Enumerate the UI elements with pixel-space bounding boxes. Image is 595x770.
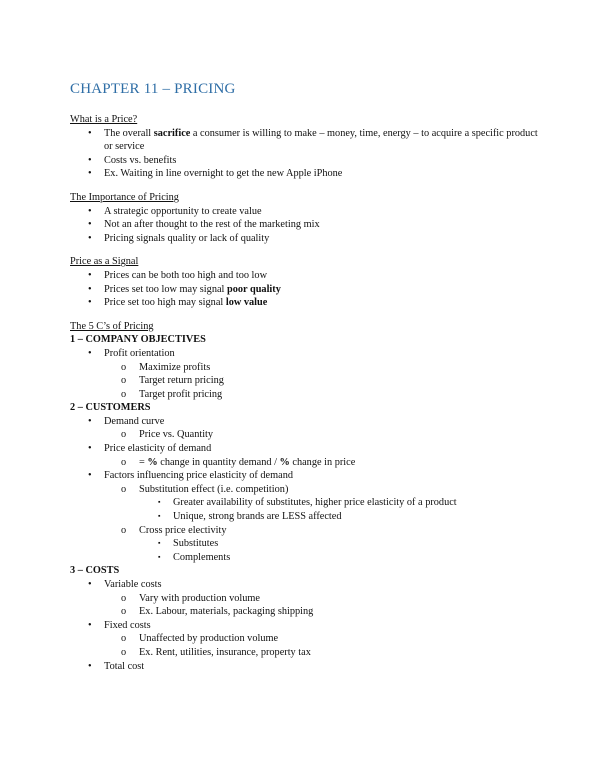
chapter-title: CHAPTER 11 – PRICING — [70, 81, 236, 97]
sub-list-item: o Target return pricing — [121, 375, 224, 387]
list-item: • Prices set too low may signal poor quality — [88, 283, 281, 295]
section-heading-price-as-signal: Price as a Signal — [70, 256, 139, 268]
circle-marker: o — [121, 483, 127, 495]
bullet-marker: • — [88, 443, 92, 455]
sub-list-item: o Unaffected by production volume — [121, 633, 279, 645]
sub-list-item: o Cross price electivity — [121, 524, 227, 536]
sub-sub-list-item: ▪ Greater availability of substitutes, higher price elasticity of a product — [158, 497, 457, 509]
list-item: • Variable costs — [88, 579, 162, 590]
subsection-heading-customers: 2 – CUSTOMERS — [70, 402, 151, 414]
list-item: • Price set too high may signal low value — [88, 297, 268, 309]
bullet-marker: • — [88, 470, 92, 482]
bullet-marker: • — [88, 660, 92, 672]
bullet-marker: • — [88, 297, 92, 309]
list-item: • Demand curve — [88, 415, 165, 427]
sub-list-item: o Price vs. Quantity — [121, 429, 214, 441]
bullet-marker: • — [88, 579, 92, 590]
circle-marker: o — [121, 375, 127, 387]
subsection-heading-company-objectives: 1 – COMPANY OBJECTIVES — [70, 334, 206, 346]
square-marker: ▪ — [158, 498, 161, 507]
list-item: • Factors influencing price elasticity of demand — [88, 470, 293, 482]
sub-list-item: o Substitution effect (i.e. competition) — [121, 483, 289, 495]
bullet-marker: • — [88, 219, 92, 231]
notes-content — [70, 113, 540, 673]
circle-marker: o — [121, 633, 127, 645]
circle-marker: o — [121, 361, 127, 373]
square-marker: ▪ — [158, 552, 161, 561]
section-heading-what-is-price: What is a Price? — [70, 114, 138, 125]
bullet-marker: • — [88, 154, 92, 166]
circle-marker: o — [121, 646, 127, 658]
subsection-heading-costs: 3 – COSTS — [70, 565, 120, 577]
circle-marker: o — [121, 429, 127, 441]
section-heading-5cs-of-pricing: The 5 C’s of Pricing — [70, 320, 154, 332]
sub-sub-list-item: ▪ Substitutes — [158, 538, 219, 550]
sub-list-item: o = % change in quantity demand / % change in price — [121, 456, 356, 468]
circle-marker: o — [121, 388, 127, 400]
list-item: • Total cost — [88, 660, 145, 672]
sub-sub-list-item: ▪ Complements — [158, 551, 231, 563]
section-heading-importance-of-pricing: The Importance of Pricing — [70, 191, 179, 203]
emphasis-text: poor quality — [226, 283, 281, 295]
emphasis-text: sacrifice — [153, 127, 191, 139]
bullet-marker: • — [88, 619, 92, 631]
circle-marker: o — [121, 592, 127, 604]
bullet-marker: • — [88, 205, 92, 217]
bullet-marker: • — [88, 283, 92, 295]
bullet-marker: • — [88, 127, 92, 139]
bullet-marker: • — [88, 269, 92, 281]
sub-list-item: o Ex. Labour, materials, packaging shipping — [121, 606, 314, 618]
circle-marker: o — [121, 606, 127, 618]
bullet-marker: • — [88, 415, 92, 427]
list-item: • Not an after thought to the rest of the marketing mix — [88, 219, 320, 231]
circle-marker: o — [121, 456, 127, 468]
square-marker: ▪ — [158, 539, 161, 548]
emphasis-text: low value — [225, 297, 268, 309]
list-item: • Costs vs. benefits — [88, 154, 177, 166]
list-item: • Pricing signals quality or lack of quality — [88, 232, 270, 244]
circle-marker: o — [121, 524, 127, 536]
bullet-marker: • — [88, 232, 92, 244]
bullet-marker: • — [88, 168, 92, 180]
list-item: • The overall sacrifice a consumer is willing to make – money, time, energy – to acquire a specific product or service — [88, 127, 538, 153]
list-item: • Profit orientation — [88, 347, 175, 359]
list-item: • A strategic opportunity to create value — [88, 205, 262, 217]
list-item: • Ex. Waiting in line overnight to get the new Apple iPhone — [88, 168, 343, 180]
list-item: • Prices can be both too high and too low — [88, 269, 268, 281]
sub-list-item: o Target profit pricing — [121, 388, 223, 400]
sub-list-item: o Ex. Rent, utilities, insurance, property tax — [121, 646, 311, 658]
list-item: • Price elasticity of demand — [88, 443, 212, 455]
sub-list-item: o Vary with production volume — [121, 592, 260, 604]
list-item: • Fixed costs — [88, 619, 151, 631]
sub-sub-list-item: ▪ Unique, strong brands are LESS affected — [158, 511, 342, 523]
square-marker: ▪ — [158, 512, 161, 521]
sub-list-item: o Maximize profits — [121, 361, 211, 373]
bullet-marker: • — [88, 347, 92, 359]
